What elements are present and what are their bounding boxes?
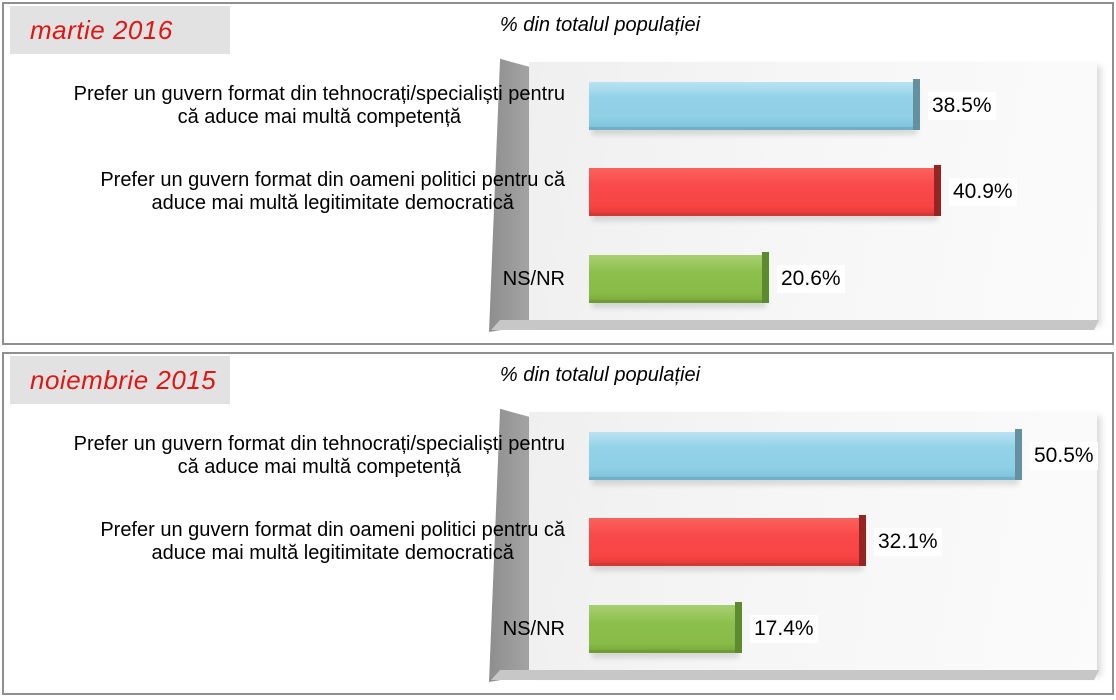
bar-row xyxy=(589,255,845,303)
bar-politicieni xyxy=(589,168,935,216)
bar-row xyxy=(589,518,942,566)
category-label: Prefer un guvern format din oameni politici pentru că aduce mai multă legitimitate democratică xyxy=(100,169,565,214)
bar-tehnocrati xyxy=(589,432,1016,480)
category-label: Prefer un guvern format din tehnocrați/specialiști pentru că aduce mai multă competență xyxy=(73,83,565,128)
bar-politicieni xyxy=(589,518,860,566)
value-label: 50.5% xyxy=(1030,442,1098,470)
bar-row xyxy=(589,82,996,130)
period-label: martie 2016 xyxy=(30,14,173,45)
bar-3d-cap xyxy=(762,252,769,303)
bar-row xyxy=(589,605,818,653)
bar-nsnr xyxy=(589,605,736,653)
chart-panel-martie-2016 xyxy=(2,2,1114,345)
bar-3d-cap xyxy=(913,79,920,130)
bar-3d-cap xyxy=(1015,429,1022,480)
bar-3d-cap xyxy=(859,515,866,566)
value-label: 17.4% xyxy=(750,615,818,643)
bar-3d-cap xyxy=(735,602,742,653)
category-label: Prefer un guvern format din tehnocrați/specialiști pentru că aduce mai multă competență xyxy=(73,433,565,478)
bar-nsnr xyxy=(589,255,763,303)
chart-panel-noiembrie-2015 xyxy=(2,352,1114,695)
period-label: noiembrie 2015 xyxy=(30,364,217,395)
chart-3d-floor xyxy=(491,320,1099,330)
bar-3d-cap xyxy=(934,165,941,216)
category-label: NS/NR xyxy=(502,267,565,290)
bar-row xyxy=(589,168,1017,216)
value-label: 38.5% xyxy=(928,92,996,120)
value-label: 32.1% xyxy=(874,528,942,556)
category-label: NS/NR xyxy=(502,617,565,640)
value-label: 20.6% xyxy=(777,265,845,293)
value-label: 40.9% xyxy=(949,178,1017,206)
chart-title: % din totalul populației xyxy=(499,364,701,386)
bar-tehnocrati xyxy=(589,82,914,130)
category-label: Prefer un guvern format din oameni politici pentru că aduce mai multă legitimitate democratică xyxy=(100,519,565,564)
bar-row xyxy=(589,432,1098,480)
chart-3d-floor xyxy=(491,670,1099,680)
chart-title: % din totalul populației xyxy=(499,14,701,36)
